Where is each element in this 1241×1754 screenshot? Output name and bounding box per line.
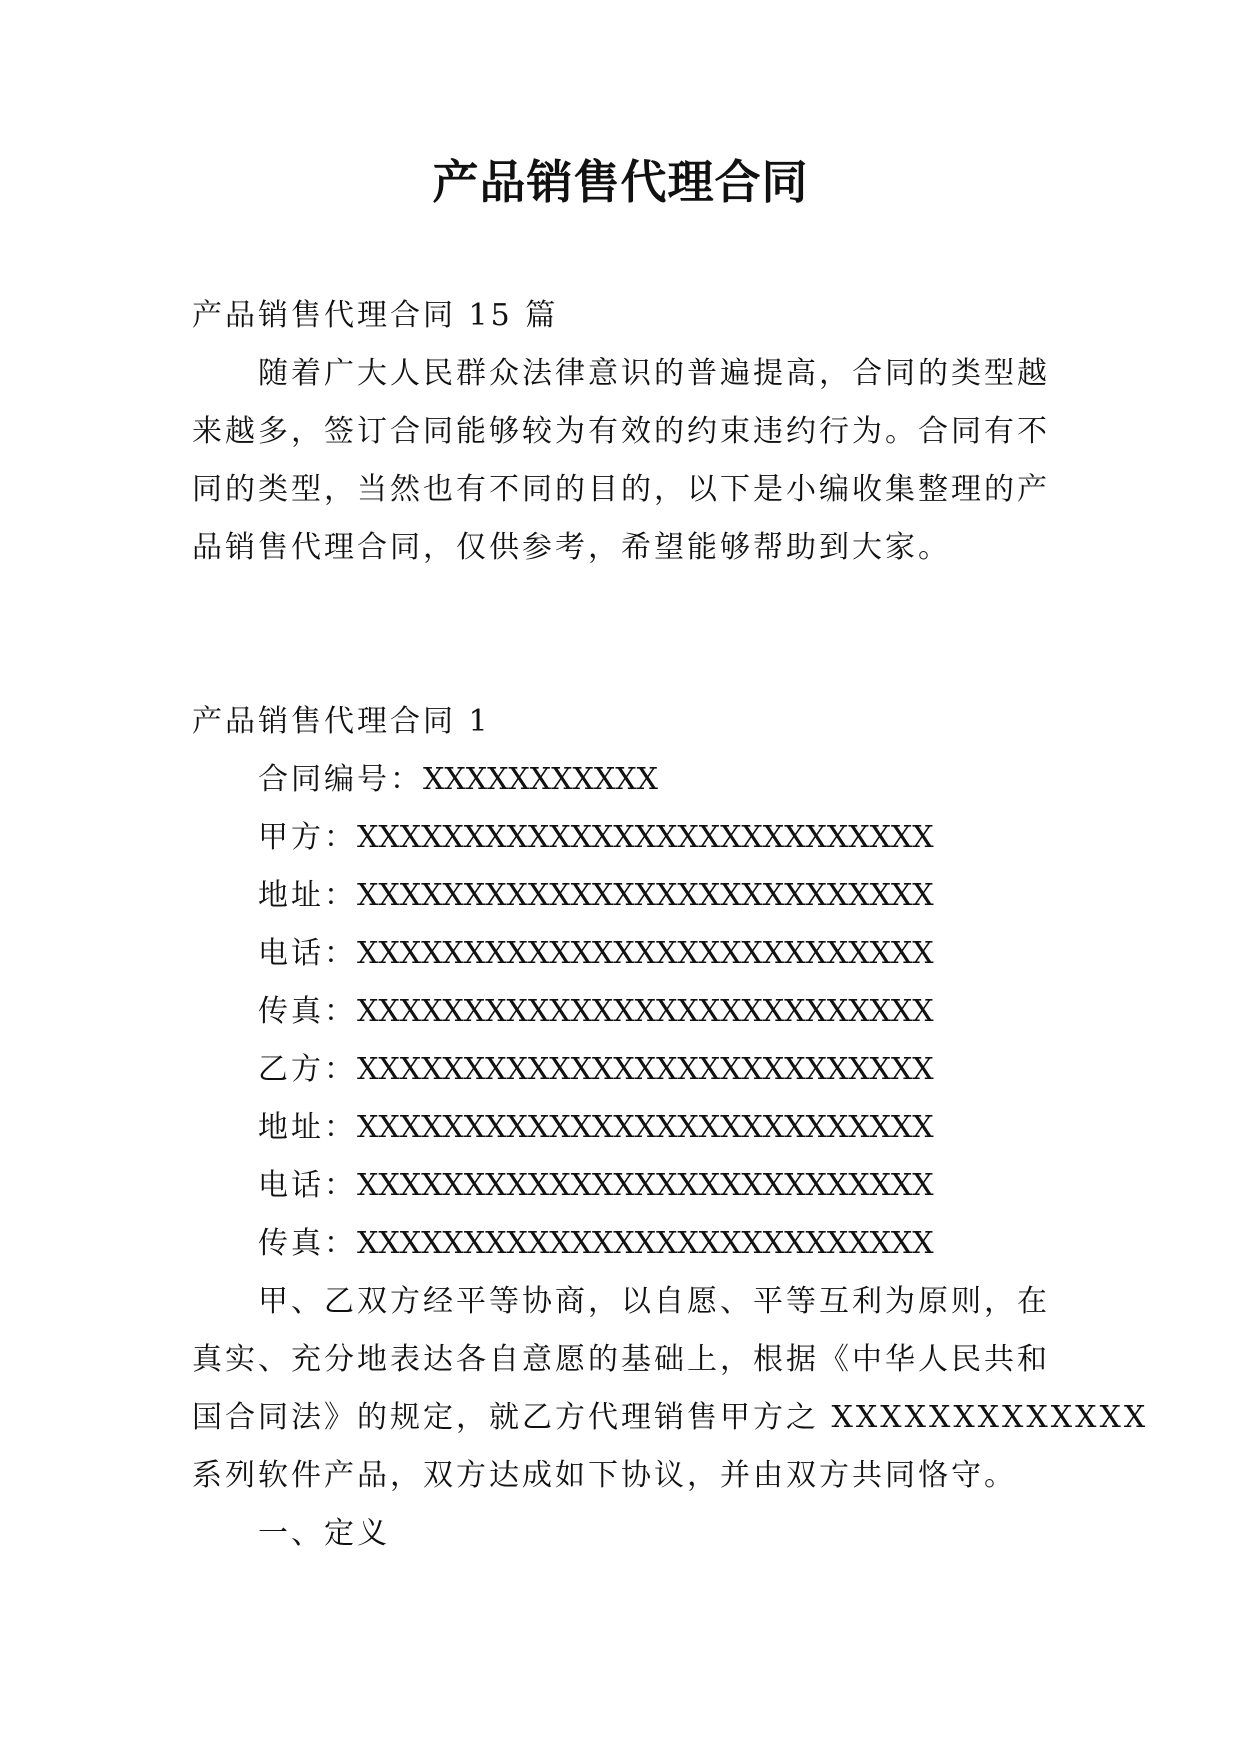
field-label: 地址： [258, 878, 357, 913]
document-title: 产品销售代理合同 [432, 155, 809, 209]
party-a-address-row [258, 876, 934, 916]
field-label: 电话： [258, 936, 357, 971]
agreement-paragraph-line: 真实、充分地表达各自意愿的基础上，根据《中华人民共和 [192, 1342, 1050, 1377]
field-value: XXXXXXXXXXXXXXXXXXXXXXXXXXX [357, 820, 934, 855]
field-value: XXXXXXXXXXXXXXXXXXXXXXXXXXX [357, 936, 934, 971]
field-value: XXXXXXXXXXXXXXXXXXXXXXXXXXX [357, 994, 934, 1029]
field-value: XXXXXXXXXXXXXXXXXXXXXXXXXXX [357, 1226, 934, 1261]
field-label: 传真： [258, 994, 357, 1029]
party-a-phone-row [258, 934, 934, 974]
contract-number-row [258, 760, 658, 800]
field-value: XXXXXXXXXXXXXXXXXXXXXXXXXXX [357, 1110, 934, 1145]
contract-number-value: XXXXXXXXXXX [423, 762, 658, 797]
document-subtitle: 产品销售代理合同 15 篇 [192, 298, 559, 333]
clause-heading: 一、定义 [258, 1516, 390, 1551]
party-b-fax-row [258, 1224, 934, 1264]
field-label: 甲方： [258, 820, 357, 855]
party-a-row [258, 818, 934, 858]
agreement-paragraph-line: 系列软件产品，双方达成如下协议，并由双方共同恪守。 [192, 1458, 1017, 1493]
field-label: 地址： [258, 1110, 357, 1145]
party-b-address-row [258, 1108, 934, 1148]
field-label: 传真： [258, 1226, 357, 1261]
field-value: XXXXXXXXXXXXXXXXXXXXXXXXXXX [357, 1052, 934, 1087]
contract-number-label: 合同编号： [258, 762, 423, 797]
field-value: XXXXXXXXXXXXXXXXXXXXXXXXXXX [357, 878, 934, 913]
field-label: 乙方： [258, 1052, 357, 1087]
intro-paragraph-line: 品销售代理合同，仅供参考，希望能够帮助到大家。 [192, 530, 951, 565]
party-a-fax-row [258, 992, 934, 1032]
intro-paragraph-line: 随着广大人民群众法律意识的普遍提高，合同的类型越 [258, 356, 1050, 391]
field-value: XXXXXXXXXXXXXXXXXXXXXXXXXXX [357, 1168, 934, 1203]
agreement-paragraph-line: 甲、乙双方经平等协商，以自愿、平等互利为原则，在 [258, 1284, 1050, 1319]
party-b-phone-row [258, 1166, 934, 1206]
party-b-row [258, 1050, 934, 1090]
intro-paragraph-line: 同的类型，当然也有不同的目的，以下是小编收集整理的产 [192, 472, 1050, 507]
field-label: 电话： [258, 1168, 357, 1203]
agreement-paragraph-line: 国合同法》的规定，就乙方代理销售甲方之 XXXXXXXXXXXXX [192, 1400, 1149, 1435]
intro-paragraph-line: 来越多，签订合同能够较为有效的约束违约行为。合同有不 [192, 414, 1050, 449]
section-heading: 产品销售代理合同 1 [192, 704, 491, 739]
